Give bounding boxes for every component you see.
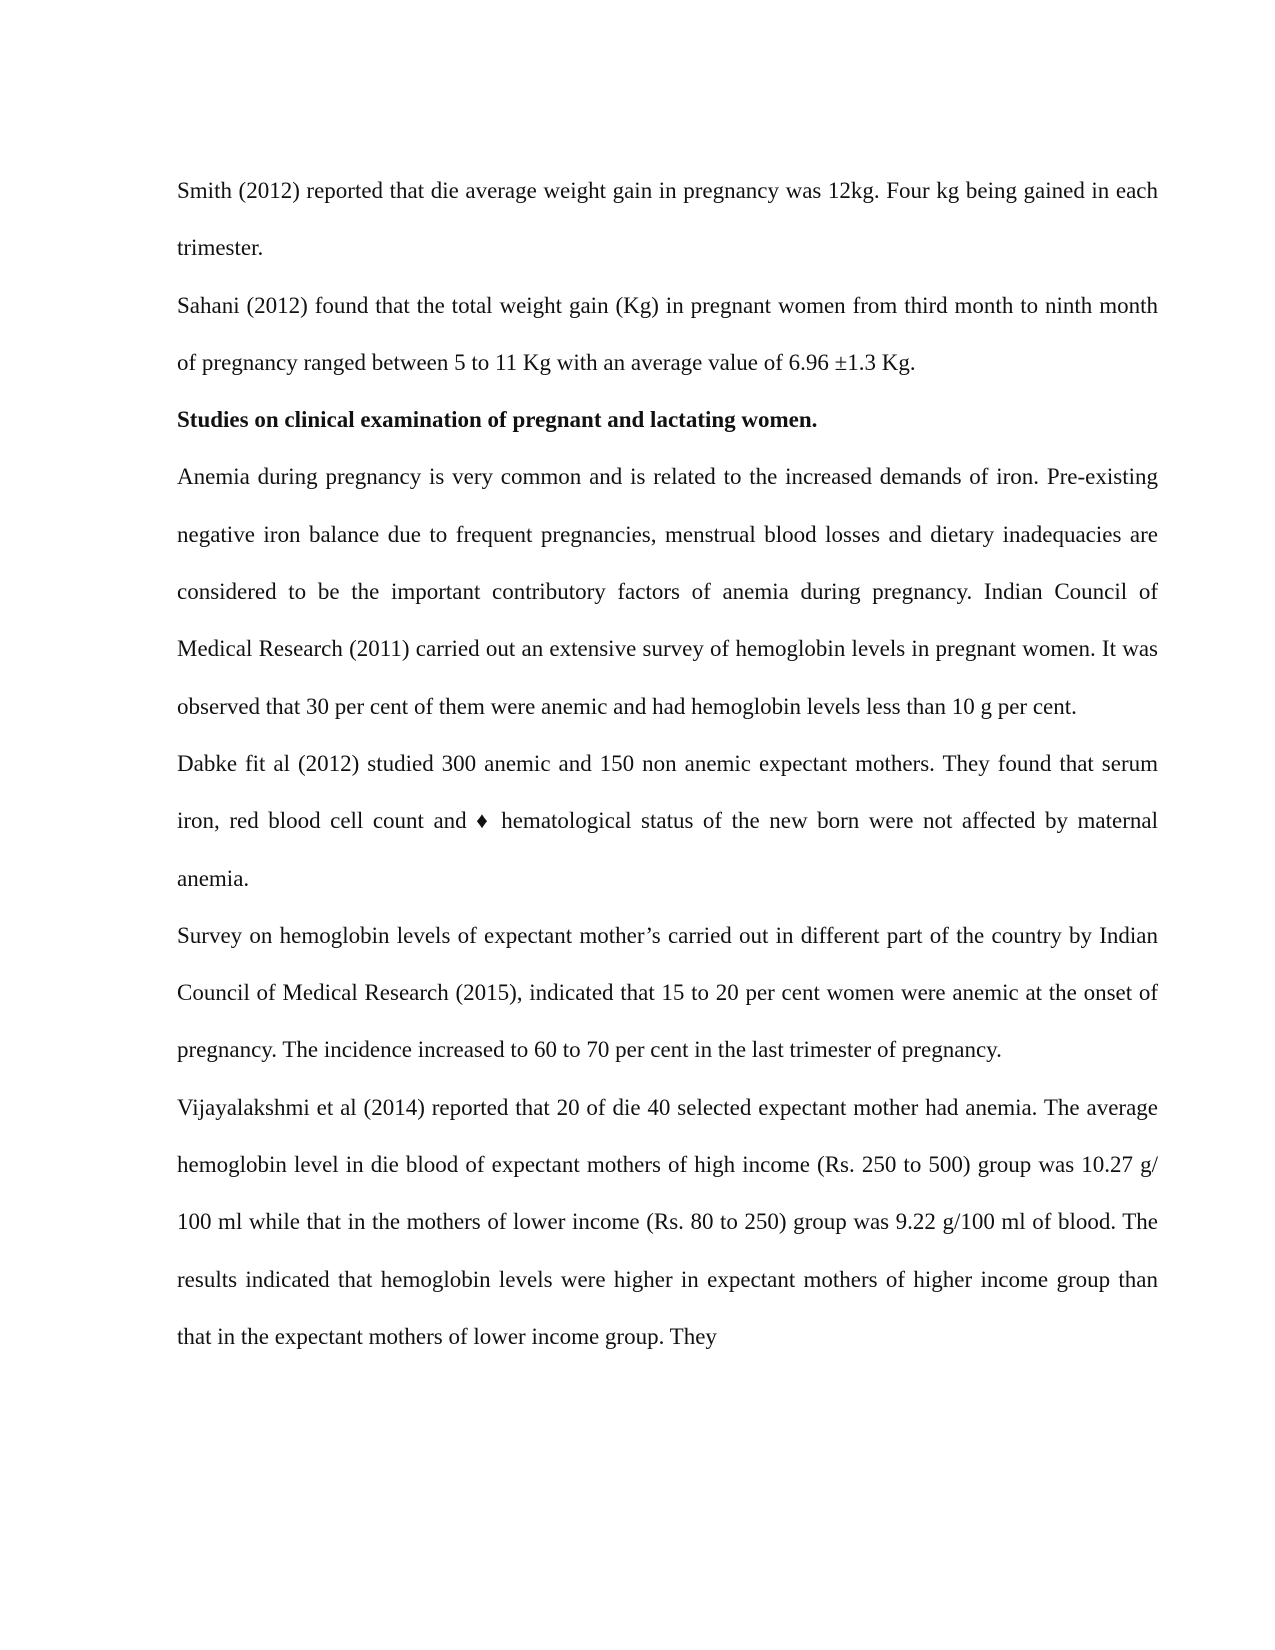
paragraph-anemia: Anemia during pregnancy is very common and is related to the increased demands of iron. Pre-existing negative iron balance due to frequent pregnancies, menstrual blood losses and dietary inadequacies are considered to be the important contributory factors of anemia during pregnancy. Indian Council of Medical Research (2011) carried out an extensive survey of hemoglobin levels in pregnant women. It was observed that 30 per cent of them were anemic and had hemoglobin levels less than 10 g per cent. [177, 464, 1158, 719]
paragraph-dabke: Dabke fit al (2012) studied 300 anemic and 150 non anemic expectant mothers. They found that serum iron, red blood cell count and ♦ hematological status of the new born were not affected by maternal anemia. [177, 750, 1158, 891]
paragraph-survey: Survey on hemoglobin levels of expectant mother’s carried out in different part of the country by Indian Council of Medical Research (2015), indicated that 15 to 20 per cent women were anemic at the onset of pregnancy. The incidence increased to 60 to 70 per cent in the last trimester of pregnancy. [177, 922, 1158, 1063]
document-page [177, 162, 1158, 1365]
paragraph-smith: Smith (2012) reported that die average weight gain in pregnancy was 12kg. Four kg being gained in each trimester. [177, 178, 1158, 261]
section-heading: Studies on clinical examination of pregnant and lactating women. [177, 407, 818, 433]
paragraph-sahani: Sahani (2012) found that the total weight gain (Kg) in pregnant women from third month to ninth month of pregnancy ranged between 5 to 11 Kg with an average value of 6.96 ±1.3 Kg. [177, 292, 1158, 375]
paragraph-vijayalakshmi: Vijayalakshmi et al (2014) reported that 20 of die 40 selected expectant mother had anemia. The average hemoglobin level in die blood of expectant mothers of high income (Rs. 250 to 500) group was 10.27 g/ 100 ml while that in the mothers of lower income (Rs. 80 to 250) group was 9.22 g/100 ml of blood. The results indicated that hemoglobin levels were higher in expectant mothers of higher income group than that in the expectant mothers of lower income group. They [177, 1094, 1158, 1349]
